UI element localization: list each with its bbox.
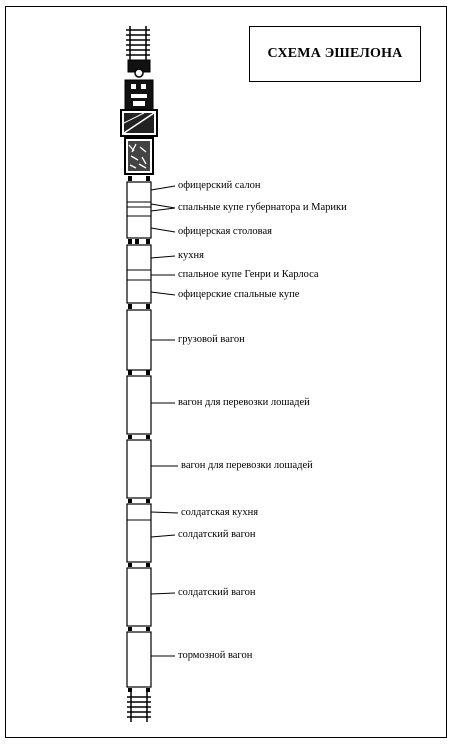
label-henry-carlos-sleeping: спальное купе Генри и Карлоса [178, 269, 319, 280]
label-officer-salon: офицерский салон [178, 180, 261, 191]
car-soldier [127, 568, 151, 626]
label-horse-car-1: вагон для перевозки лошадей [178, 397, 310, 408]
car-soldier-kitchen [127, 504, 151, 562]
locomotive [121, 60, 157, 136]
label-kitchen: кухня [178, 250, 204, 261]
car-officer [127, 182, 151, 238]
car-brake [127, 632, 151, 687]
diagram-title: СХЕМА ЭШЕЛОНА [249, 26, 421, 82]
tender [125, 138, 153, 174]
label-officer-dining: офицерская столовая [178, 226, 272, 237]
label-officer-sleeping: офицерские спальные купе [178, 289, 300, 300]
car-horse-2 [127, 440, 151, 498]
rear-track [127, 692, 151, 722]
car-kitchen [127, 245, 151, 303]
car-freight [127, 310, 151, 370]
front-track [126, 26, 150, 60]
label-soldier-car-1: солдатский вагон [178, 529, 256, 540]
label-governor-sleeping: спальные купе губернатора и Марики [178, 202, 347, 213]
label-horse-car-2: вагон для перевозки лошадей [181, 460, 313, 471]
car-horse-1 [127, 376, 151, 434]
label-soldier-kitchen: солдатская кухня [181, 507, 259, 518]
label-brake-car: тормозной вагон [178, 650, 253, 661]
label-soldier-car-2: солдатский вагон [178, 587, 256, 598]
label-freight-car: грузовой вагон [178, 334, 245, 345]
leader-lines [151, 186, 178, 656]
